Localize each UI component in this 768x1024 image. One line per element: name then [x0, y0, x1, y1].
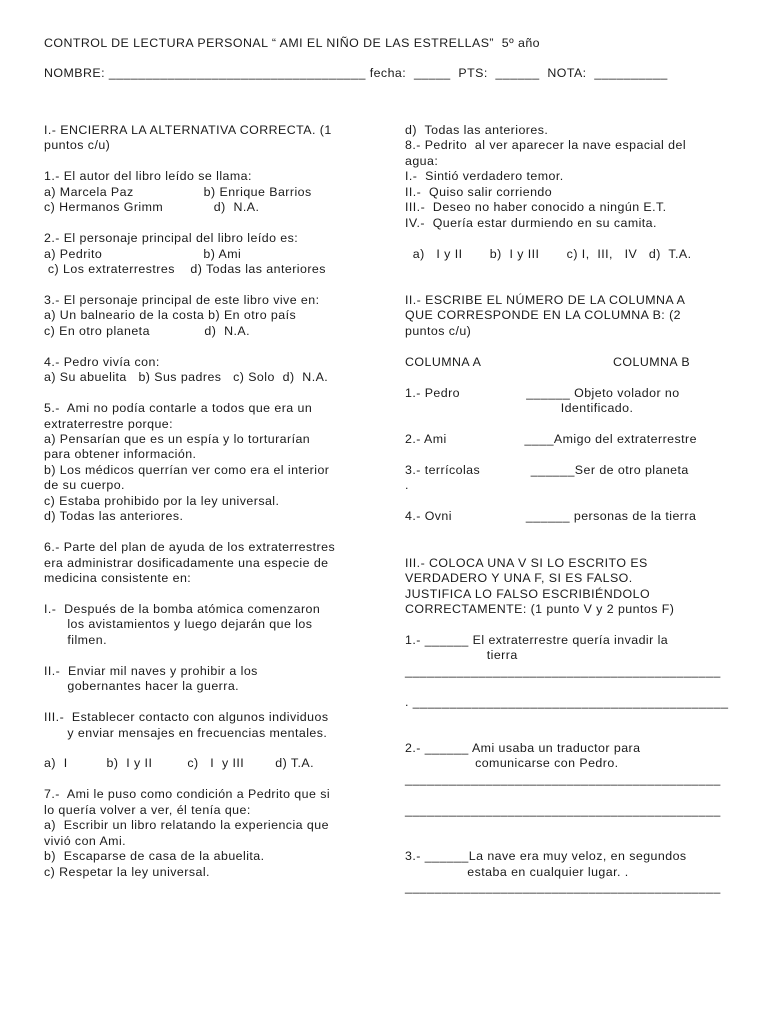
left-column-line: II.- Enviar mil naves y prohibir a los: [44, 663, 258, 678]
right-column-line: III.- COLOCA UNA V SI LO ESCRITO ES: [405, 555, 648, 570]
right-column-line[interactable]: 3.- ______La nave era muy veloz, en segundos: [405, 849, 687, 864]
left-column-line: 5.- Ami no podía contarle a todos que era un: [44, 401, 313, 416]
student-info-line[interactable]: NOMBRE: ___________________________________ fecha: _____ PTS: ______ NOTA: __________: [44, 66, 668, 80]
right-column-line: puntos c/u): [405, 323, 472, 338]
left-column-line: d) Todas las anteriores.: [44, 509, 184, 524]
worksheet-title: CONTROL DE LECTURA PERSONAL “ AMI EL NIÑO DE LAS ESTRELLAS” 5º año: [44, 36, 541, 50]
right-column-line: QUE CORRESPONDE EN LA COLUMNA B: (2: [405, 308, 682, 323]
left-column-line: c) Los extraterrestres d) Todas las anteriores: [44, 262, 326, 277]
right-column-line: COLUMNA A COLUMNA B: [405, 354, 691, 369]
right-column-line[interactable]: 1.- Pedro ______ Objeto volador no: [405, 385, 680, 400]
left-column-line: b) Los médicos querrían ver como era el interior: [44, 462, 330, 477]
right-column-line: IV.- Quería estar durmiendo en su camita.: [405, 215, 657, 230]
right-column-line[interactable]: ___________________________________________: [405, 880, 721, 895]
left-column-line: y enviar mensajes en frecuencias mentales.: [44, 725, 328, 740]
left-column-line: c) Estaba prohibido por la ley universal.: [44, 493, 280, 508]
left-column-line: c) En otro planeta d) N.A.: [44, 323, 251, 338]
left-column-line: 7.- Ami le puso como condición a Pedrito que si: [44, 787, 331, 802]
left-column-line: 3.- El personaje principal de este libro vive en:: [44, 292, 320, 307]
right-column-line: 8.- Pedrito al ver aparecer la nave espacial del: [405, 138, 687, 153]
left-column-line: extraterrestre porque:: [44, 416, 174, 431]
left-column-line: I.- Después de la bomba atómica comenzaron: [44, 601, 321, 616]
right-column-line: Identificado.: [405, 401, 634, 416]
left-column-line: puntos c/u): [44, 138, 111, 153]
left-column-line: 2.- El personaje principal del libro leído es:: [44, 231, 299, 246]
left-column-line: III.- Establecer contacto con algunos individuos: [44, 710, 329, 725]
right-column-line: agua:: [405, 153, 439, 168]
right-column-line: III.- Deseo no haber conocido a ningún E.T.: [405, 200, 667, 215]
left-column-line: a) Marcela Paz b) Enrique Barrios: [44, 184, 312, 199]
right-column-line[interactable]: 1.- ______ El extraterrestre quería invadir la: [405, 632, 669, 647]
left-column-line: b) Escaparse de casa de la abuelita.: [44, 849, 265, 864]
left-column-line: a) Pensarían que es un espía y lo torturarían: [44, 432, 311, 446]
right-column-line[interactable]: ___________________________________________: [405, 802, 721, 817]
left-column-line: a) Su abuelita b) Sus padres c) Solo d) N.A.: [44, 370, 329, 385]
right-column-line: d) Todas las anteriores.: [405, 123, 549, 137]
left-column-line: vivió con Ami.: [44, 833, 127, 848]
right-column-line: CORRECTAMENTE: (1 punto V y 2 puntos F): [405, 601, 675, 616]
right-column-line: II.- Quiso salir corriendo: [405, 184, 553, 199]
left-column-line: c) Hermanos Grimm d) N.A.: [44, 200, 260, 215]
right-column-line: JUSTIFICA LO FALSO ESCRIBIÉNDOLO: [405, 586, 651, 601]
right-column-line: II.- ESCRIBE EL NÚMERO DE LA COLUMNA A: [405, 292, 686, 307]
left-column-line: a) Un balneario de la costa b) En otro país: [44, 308, 297, 323]
left-column-line: 6.- Parte del plan de ayuda de los extraterrestres: [44, 540, 336, 555]
right-column-line: a) I y II b) I y III c) I, III, IV d) T.A.: [405, 246, 692, 261]
left-column-line: filmen.: [44, 632, 107, 647]
right-column-line: VERDADERO Y UNA F, SI ES FALSO.: [405, 571, 633, 586]
left-column-line: 1.- El autor del libro leído se llama:: [44, 169, 252, 184]
right-column-line[interactable]: 2.- ______ Ami usaba un traductor para: [405, 741, 641, 755]
right-column-line[interactable]: 2.- Ami ____Amigo del extraterrestre: [405, 432, 697, 446]
right-column-line: estaba en cualquier lugar. .: [405, 864, 629, 879]
left-column-line: I.- ENCIERRA LA ALTERNATIVA CORRECTA. (1: [44, 123, 332, 137]
left-column-line: los avistamientos y luego dejarán que los: [44, 617, 313, 632]
left-column-line: a) Escribir un libro relatando la experiencia que: [44, 818, 329, 833]
left-column-line: para obtener información.: [44, 447, 197, 462]
left-column-line: gobernantes hacer la guerra.: [44, 679, 240, 694]
right-column-line: I.- Sintió verdadero temor.: [405, 169, 564, 184]
left-column-line: medicina consistente en:: [44, 571, 192, 586]
right-column-line: comunicarse con Pedro.: [405, 756, 619, 771]
left-column-line: lo quería volver a ver, él tenía que:: [44, 802, 251, 817]
left-column-line: a) Pedrito b) Ami: [44, 246, 242, 261]
right-column-line[interactable]: . ___________________________________________: [405, 694, 729, 709]
right-column-line: tierra: [405, 648, 518, 663]
left-column-line: era administrar dosificadamente una especie de: [44, 555, 329, 570]
right-column-line[interactable]: 4.- Ovni ______ personas de la tierra: [405, 509, 697, 524]
left-column-line: c) Respetar la ley universal.: [44, 864, 210, 879]
right-column-line[interactable]: 3.- terrícolas ______Ser de otro planeta: [405, 462, 689, 477]
left-column-line: a) I b) I y II c) I y III d) T.A.: [44, 756, 315, 771]
right-column-line[interactable]: ___________________________________________: [405, 663, 721, 678]
left-column-line: 4.- Pedro vivía con:: [44, 354, 160, 369]
left-column-line: de su cuerpo.: [44, 478, 125, 493]
right-column-line[interactable]: ___________________________________________: [405, 771, 721, 786]
right-column-line: .: [405, 478, 409, 493]
